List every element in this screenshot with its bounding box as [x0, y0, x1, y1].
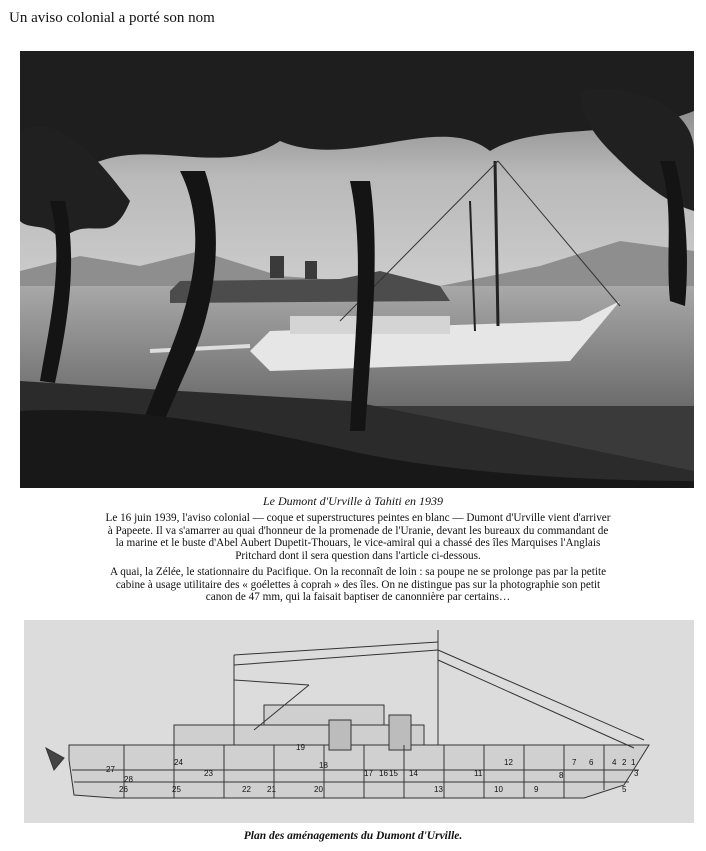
compartment-label: 7	[572, 758, 577, 767]
compartment-label: 25	[172, 785, 181, 794]
plan-caption: Plan des aménagements du Dumont d'Urville.	[243, 830, 463, 842]
compartment-label: 15	[389, 769, 398, 778]
compartment-label: 27	[106, 765, 115, 774]
photo-caption-paragraph-1: Le 16 juin 1939, l'aviso colonial — coque et superstructures peintes en blanc — Dumont d'Urville vient d'arriver à Papeete. Il va s'amarrer au quai d'honneur de la promenade de l'Uranie, devant les bureaux du commandant de la marine et le buste d'Abel Aubert Dupetit-Thouars, le vice-amiral qui a chassé des îles Marquises l'Anglais Pritchard dont il sera question dans l'article ci-dessous.	[105, 512, 611, 562]
compartment-label: 4	[612, 758, 617, 767]
compartment-label: 18	[319, 761, 328, 770]
ship-deck-plan	[24, 620, 694, 823]
compartment-label: 14	[409, 769, 418, 778]
compartment-label: 1	[631, 758, 636, 767]
compartment-label: 11	[474, 769, 483, 778]
compartment-label: 5	[622, 785, 627, 794]
compartment-label: 17	[364, 769, 373, 778]
harbor-photo	[20, 51, 694, 488]
compartment-label: 28	[124, 775, 133, 784]
compartment-label: 20	[314, 785, 323, 794]
page-heading: Un aviso colonial a porté son nom	[9, 10, 215, 26]
compartment-label: 9	[534, 785, 539, 794]
compartment-label: 24	[174, 758, 183, 767]
compartment-label: 12	[504, 758, 513, 767]
compartment-label: 22	[242, 785, 251, 794]
compartment-label: 10	[494, 785, 503, 794]
compartment-label: 19	[296, 743, 305, 752]
compartment-label: 8	[559, 771, 564, 780]
compartment-label: 23	[204, 769, 213, 778]
photo-caption-title: Le Dumont d'Urville à Tahiti en 1939	[262, 494, 444, 508]
photo-caption-paragraph-2: A quai, la Zélée, le stationnaire du Pacifique. On la reconnaît de loin : sa poupe ne se prolonge pas par la petite cabine à usage utilitaire des « goélettes à coprah » des îles. On ne distingue pas sur la photographie son petit canon de 47 mm, qui la faisait baptiser de canonnière par certains…	[109, 566, 607, 604]
compartment-label: 21	[267, 785, 276, 794]
harbor-photo-illustration	[20, 51, 694, 488]
compartment-label: 16	[379, 769, 388, 778]
compartment-label: 6	[589, 758, 594, 767]
compartment-label: 13	[434, 785, 443, 794]
compartment-label: 2	[622, 758, 627, 767]
ship-plan-drawing	[24, 620, 694, 823]
compartment-label: 3	[634, 769, 639, 778]
compartment-label: 26	[119, 785, 128, 794]
